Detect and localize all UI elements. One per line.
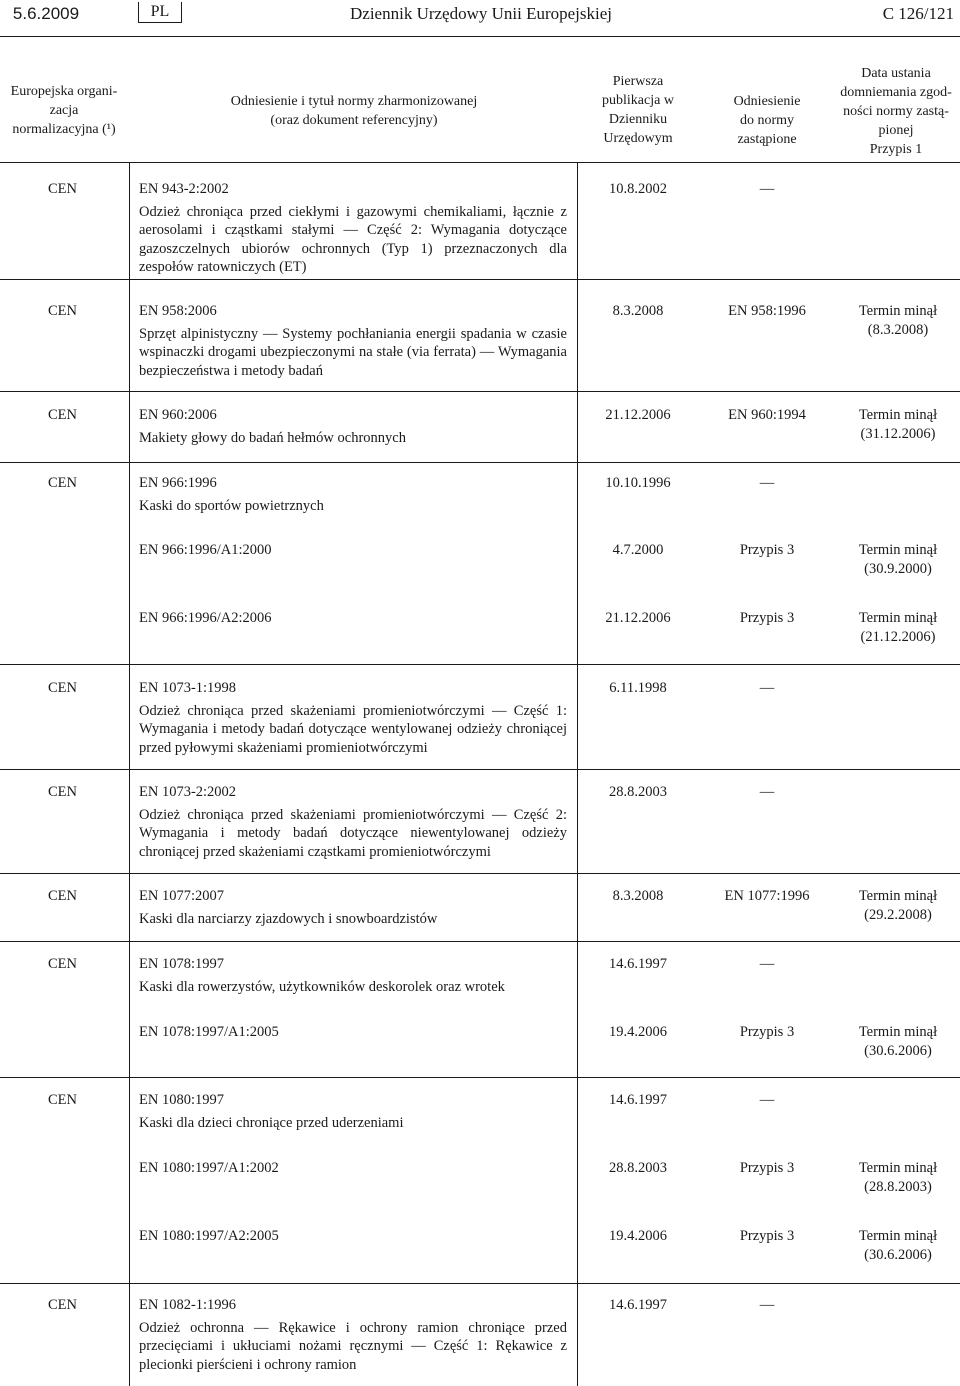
standard-code: EN 958:2006 <box>139 303 217 319</box>
standard-code: EN 966:1996 <box>139 475 217 491</box>
column-header-cessation: Data ustania domniemania zgod- ności normy zastą- pionej Przypis 1 <box>840 66 952 157</box>
superseded-standard: EN 960:1994 <box>728 407 806 423</box>
standard-title: Odzież ochronna — Rękawice i ochrony ramion chroniące przed przecięciami i ukłuciami nożami ręcznymi — Część 1: Rękawice z plecionki pierścieni i ochrony ramion <box>139 1319 567 1373</box>
first-publication-date: 8.3.2008 <box>612 303 664 319</box>
standard-code: EN 1080:1997 <box>139 1092 224 1108</box>
row-divider <box>0 462 960 463</box>
header-rule <box>0 36 960 37</box>
first-publication-date: 10.10.1996 <box>605 475 671 491</box>
standard-code: EN 1077:2007 <box>139 888 224 904</box>
superseded-standard: — <box>759 1297 775 1313</box>
standard-title: Odzież chroniąca przed ciekłymi i gazowymi chemikaliami, łącznie z aerosolami i cząstkami stałymi — Część 2: Wymagania dotyczące gazoszczelnych ubiorów ochronnych (Typ 1) przeznaczonych dla zespołów ratowniczych (ET) <box>139 203 567 275</box>
superseded-standard: Przypis 3 <box>739 1160 795 1176</box>
standard-reference <box>139 609 567 632</box>
standard-code: EN 1078:1997/A1:2005 <box>139 1024 279 1040</box>
standard-code: EN 1082-1:1996 <box>139 1297 237 1313</box>
first-publication-date: 19.4.2006 <box>609 1228 667 1244</box>
column-header-superseded: Odniesienie do normy zastąpione <box>733 94 801 147</box>
standard-org: CEN <box>48 1092 77 1108</box>
standard-title: Kaski dla dzieci chroniące przed uderzeniami <box>139 1114 404 1131</box>
row-divider <box>0 873 960 874</box>
standard-title: Kaski dla narciarzy zjazdowych i snowboardzistów <box>139 910 438 927</box>
first-publication-date: 19.4.2006 <box>609 1024 667 1040</box>
standard-reference <box>139 887 567 928</box>
standard-reference <box>139 955 567 996</box>
standard-org: CEN <box>48 1297 77 1313</box>
superseded-standard: — <box>759 956 775 972</box>
standard-title: Kaski do sportów powietrznych <box>139 497 324 514</box>
cessation-date: Termin minął (21.12.2006) <box>858 610 938 645</box>
column-header-first-publication: Pierwsza publikacja w Dzienniku Urzędowym <box>602 74 674 146</box>
first-publication-date: 8.3.2008 <box>612 888 664 904</box>
standard-org: CEN <box>48 181 77 197</box>
standard-title: Sprzęt alpinistyczny — Systemy pochłaniania energii spadania w czasie wspinaczki drogami ubezpieczonymi na stałe (via ferrata) — Wymagania bezpieczeństwa i metody badań <box>139 325 567 379</box>
first-publication-date: 28.8.2003 <box>609 1160 667 1176</box>
standard-code: EN 960:2006 <box>139 407 217 423</box>
standard-reference <box>139 180 567 277</box>
standard-org: CEN <box>48 407 77 423</box>
cessation-date: Termin minął (30.6.2006) <box>858 1024 938 1059</box>
standard-title: Makiety głowy do badań hełmów ochronnych <box>139 429 406 446</box>
row-divider <box>0 664 960 665</box>
standard-org: CEN <box>48 680 77 696</box>
first-publication-date: 21.12.2006 <box>605 610 671 626</box>
row-divider <box>0 1077 960 1078</box>
superseded-standard: — <box>759 181 775 197</box>
page-date: 5.6.2009 <box>12 4 80 23</box>
first-publication-date: 21.12.2006 <box>605 407 671 423</box>
standard-reference <box>139 679 567 757</box>
row-divider <box>0 279 960 280</box>
standard-reference <box>139 302 567 380</box>
superseded-standard: EN 1077:1996 <box>724 888 810 904</box>
superseded-standard: — <box>759 475 775 491</box>
superseded-standard: — <box>759 1092 775 1108</box>
row-divider <box>0 769 960 770</box>
column-divider <box>129 162 130 1386</box>
standard-code: EN 966:1996/A1:2000 <box>139 542 272 558</box>
superseded-standard: Przypis 3 <box>739 1024 795 1040</box>
header-bottom-rule <box>0 162 960 163</box>
cessation-date: Termin minął (30.9.2000) <box>858 542 938 577</box>
first-publication-date: 14.6.1997 <box>609 956 667 972</box>
first-publication-date: 10.8.2002 <box>609 181 667 197</box>
superseded-standard: — <box>759 680 775 696</box>
standard-title: Odzież chroniąca przed skażeniami promieniotwórczymi — Część 2: Wymagania i metody badań dotyczące niewentylowanej odzieży chroniącej przed skażeniami cząstkami promieniotwórczymi <box>139 806 567 860</box>
page-header <box>0 0 960 36</box>
page-reference: C 126/121 <box>882 4 954 23</box>
cessation-date: Termin minął (29.2.2008) <box>858 888 938 923</box>
cessation-date: Termin minął (31.12.2006) <box>858 407 938 442</box>
column-header-org: Europejska organi- zacja normalizacyjna (¹) <box>10 84 118 137</box>
first-publication-date: 4.7.2000 <box>612 542 664 558</box>
standard-org: CEN <box>48 888 77 904</box>
standard-code: EN 1080:1997/A2:2005 <box>139 1228 279 1244</box>
language-code: PL <box>138 2 182 23</box>
standard-code: EN 1073-1:1998 <box>139 680 237 696</box>
standard-title: Odzież chroniąca przed skażeniami promieniotwórczymi — Część 1: Wymagania i metody badań dotyczące wentylowanej odzieży chroniącej przed pyłowymi skażeniami promieniotwórczymi <box>139 702 567 756</box>
standard-reference <box>139 1227 567 1250</box>
column-header-ref: Odniesienie i tytuł normy zharmonizowanej (oraz dokument referencyjny) <box>230 94 478 128</box>
superseded-standard: Przypis 3 <box>739 542 795 558</box>
cessation-date: Termin minął (30.6.2006) <box>858 1228 938 1263</box>
standard-code: EN 1078:1997 <box>139 956 224 972</box>
standard-org: CEN <box>48 475 77 491</box>
row-divider <box>0 1283 960 1284</box>
standard-reference <box>139 783 567 861</box>
standard-reference <box>139 474 567 515</box>
first-publication-date: 6.11.1998 <box>609 680 667 696</box>
standard-title: Kaski dla rowerzystów, użytkowników deskorolek oraz wrotek <box>139 978 505 995</box>
superseded-standard: — <box>759 784 775 800</box>
first-publication-date: 14.6.1997 <box>609 1297 667 1313</box>
cessation-date: Termin minął (28.8.2003) <box>858 1160 938 1195</box>
standard-reference <box>139 406 567 447</box>
row-divider <box>0 391 960 392</box>
journal-title: Dziennik Urzędowy Unii Europejskiej <box>350 4 613 23</box>
standard-reference <box>139 541 567 564</box>
standard-code: EN 966:1996/A2:2006 <box>139 610 272 626</box>
row-divider <box>0 941 960 942</box>
standard-org: CEN <box>48 956 77 972</box>
first-publication-date: 14.6.1997 <box>609 1092 667 1108</box>
superseded-standard: Przypis 3 <box>739 610 795 626</box>
first-publication-date: 28.8.2003 <box>609 784 667 800</box>
standard-reference <box>139 1023 567 1046</box>
superseded-standard: Przypis 3 <box>739 1228 795 1244</box>
standard-code: EN 1073-2:2002 <box>139 784 237 800</box>
superseded-standard: EN 958:1996 <box>728 303 806 319</box>
standard-reference <box>139 1159 567 1182</box>
standard-reference <box>139 1091 567 1132</box>
column-divider <box>577 162 578 1386</box>
cessation-date: Termin minął (8.3.2008) <box>858 303 938 338</box>
standard-reference <box>139 1296 567 1374</box>
standard-code: EN 1080:1997/A1:2002 <box>139 1160 279 1176</box>
standard-org: CEN <box>48 784 77 800</box>
standard-code: EN 943-2:2002 <box>139 181 229 197</box>
standard-org: CEN <box>48 303 77 319</box>
